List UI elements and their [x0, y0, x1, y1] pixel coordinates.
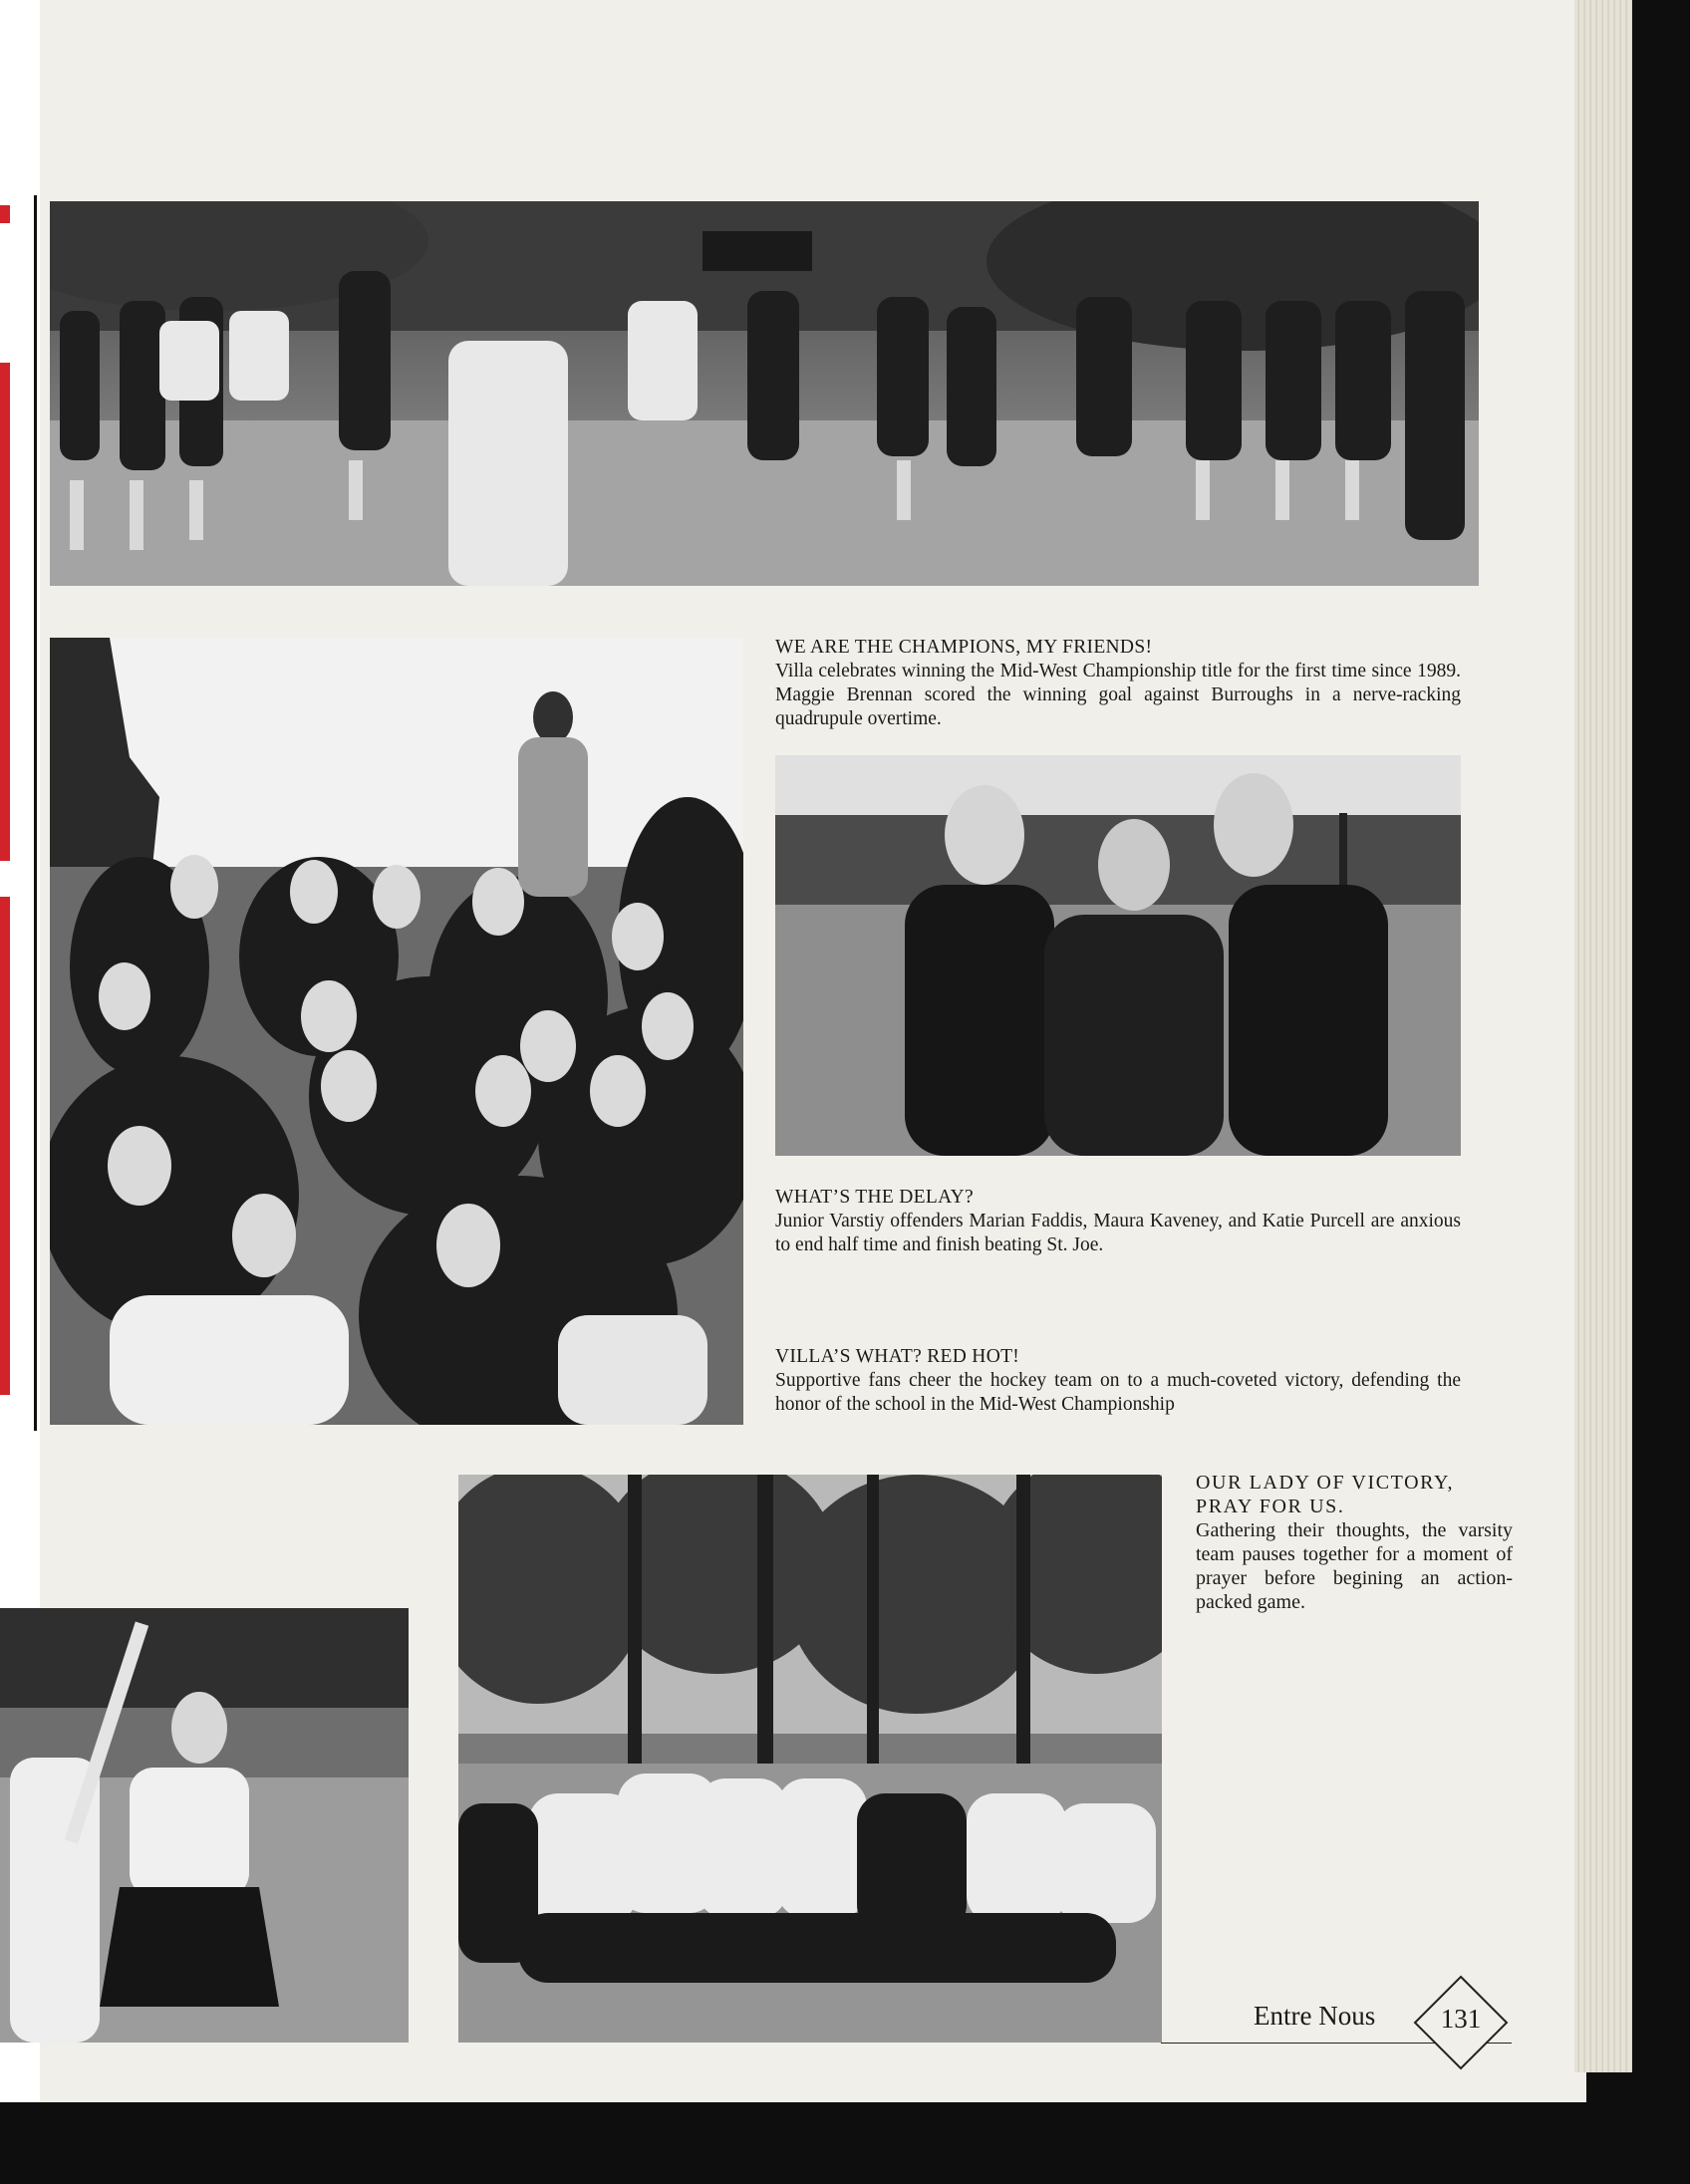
photo-players-with-sticks — [0, 1608, 409, 2043]
caption-victory-heading: OUR LADY OF VICTORY, PRAY FOR US. — [1196, 1472, 1455, 1517]
red-accent-bar-middle — [0, 363, 10, 861]
photo-players-with-sticks-image — [0, 1608, 409, 2043]
caption-delay — [775, 1186, 1461, 1257]
photo-team-celebration — [50, 201, 1479, 586]
photo-team-prayer — [458, 1475, 1162, 2043]
red-accent-bar-top — [0, 205, 10, 223]
caption-red-hot — [775, 1345, 1461, 1417]
photo-cheering-fans-image — [50, 638, 743, 1425]
caption-champions-body: Villa celebrates winning the Mid-West Championship title for the first time since 1989. Maggie Brennan scored the winning goal against Burroughs in a nerve-racking quadrupule overtime. — [775, 661, 1461, 729]
photo-team-celebration-image — [50, 201, 1479, 586]
caption-victory-body: Gathering their thoughts, the varsity team pauses together for a moment of prayer before begining an action-packed game. — [1196, 1519, 1513, 1613]
photo-half-time-image — [775, 755, 1461, 1156]
caption-delay-heading: WHAT’S THE DELAY? — [775, 1187, 974, 1208]
page-number: 131 — [1440, 2004, 1482, 2034]
caption-delay-body: Junior Varstiy offenders Marian Faddis, Maura Kaveney, and Katie Purcell are anxious to end half time and finish beating St. Joe. — [775, 1211, 1461, 1255]
facing-page-frame — [0, 195, 37, 1431]
footer-publication-name: Entre Nous — [1254, 2001, 1376, 2031]
book-page-edge — [1574, 0, 1632, 2072]
caption-red-hot-heading: VILLA’S WHAT? RED HOT! — [775, 1346, 1020, 1367]
caption-champions-heading: WE ARE THE CHAMPIONS, MY FRIENDS! — [775, 637, 1153, 658]
caption-champions — [775, 636, 1461, 731]
photo-half-time — [775, 755, 1461, 1156]
caption-red-hot-body: Supportive fans cheer the hockey team on to a much-coveted victory, defending the honor of the school in the Mid-West Championship — [775, 1370, 1461, 1415]
caption-victory — [1196, 1471, 1513, 1614]
photo-team-prayer-image — [458, 1475, 1162, 2043]
red-accent-bar-bottom — [0, 897, 10, 1395]
photo-cheering-fans — [50, 638, 743, 1425]
